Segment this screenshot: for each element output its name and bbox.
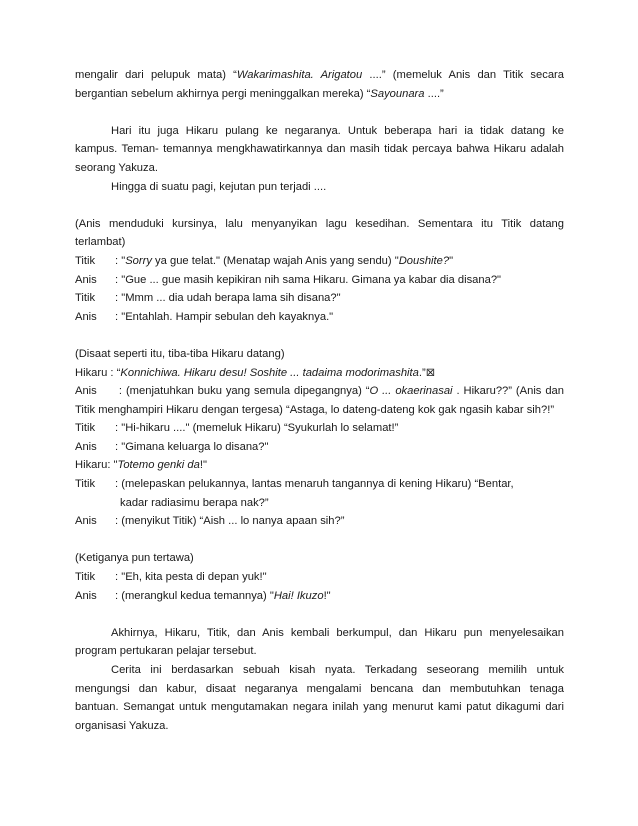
text: : "Entahlah. Hampir sebulan deh kayaknya." [115, 310, 334, 323]
text: bergantian sebelum akhirnya pergi meninggalkan mereka) “ [75, 87, 371, 100]
dialogue-line [75, 512, 564, 531]
stage-direction: terlambat) [75, 236, 126, 249]
stage-direction: (Disaat seperti itu, tiba-tiba Hikaru datang) [75, 347, 285, 360]
paragraph-line: Hari itu juga Hikaru pulang ke negaranya. Untuk beberapa hari ia tidak datang ke [111, 124, 564, 137]
dialogue-line [75, 419, 564, 438]
text: .”⊠ [418, 366, 436, 379]
paragraph-line: Akhirnya, Hikaru, Titik, dan Anis kembali berkumpul, dan Hikaru pun menyelesaikan [111, 626, 564, 639]
paragraph-line: mengungsi dan kabur, disaat negaranya mengalami bencana dan membutuhkan tenaga [75, 682, 564, 695]
dialogue-line [75, 364, 564, 383]
dialogue-line [75, 308, 564, 327]
paragraph-line: program pertukaran pelajar tersebut. [75, 645, 257, 658]
paragraph-line: kampus. Teman- temannya mengkhawatirkannya dan masih tidak percaya bahwa Hikaru adalah [75, 143, 564, 156]
italic-text: O ... okaerinasai [369, 385, 453, 398]
stage-direction: (Anis menduduki kursinya, lalu menyanyikan lagu kesedihan. Sementara itu Titik datang [75, 217, 564, 230]
text: ....” (memeluk Anis dan Titik secara [362, 69, 564, 81]
paragraph-line: bantuan. Semangat untuk mengutamakan negara inilah yang menurut kami patut dikagumi dari [75, 701, 564, 714]
dialogue-line [75, 456, 564, 475]
intro-line [75, 85, 564, 104]
text: : (menjatuhkan buku yang semula dipegangnya) “ [115, 385, 370, 398]
italic-text: Wakarimashita. Arigatou [236, 69, 363, 81]
speaker: Anis [75, 385, 97, 398]
italic-text: Sorry [125, 254, 152, 267]
paragraph-line: organisasi Yakuza. [75, 719, 169, 732]
text: mengalir dari pelupuk mata) “ [75, 69, 237, 81]
text: : (melepaskan pelukannya, lantas menaruh tangannya di kening Hikaru) “Bentar, [115, 478, 514, 491]
stage-direction: (Ketiganya pun tertawa) [75, 552, 194, 565]
dialogue-line: Titik menghampiri Hikaru dengan tergesa) “Astaga, lo dateng-dateng kok gak ngasih kabar sih?!” [75, 403, 555, 416]
speaker: Titik [75, 571, 96, 584]
speaker: Titik [75, 254, 96, 267]
dialogue-line [75, 252, 564, 271]
paragraph-line: Hingga di suatu pagi, kejutan pun terjadi .... [111, 180, 327, 193]
document-body [75, 66, 564, 735]
dialogue-line [75, 289, 564, 308]
speaker: Hikaru [75, 366, 108, 379]
text: : " [115, 254, 126, 267]
italic-text: Konnichiwa. Hikaru desu! Soshite ... tadaima modorimashita [120, 366, 419, 379]
speaker: Titik [75, 422, 96, 435]
intro-line [75, 66, 564, 85]
text: : "Hi-hikaru ...." (memeluk Hikaru) “Syukurlah lo selamat!” [115, 422, 399, 435]
text: !" [323, 589, 331, 602]
text: : "Gue ... gue masih kepikiran nih sama Hikaru. Gimana ya kabar dia disana?" [115, 273, 502, 286]
speaker: Anis [75, 310, 97, 323]
italic-text: Doushite? [398, 254, 450, 267]
paragraph-line: seorang Yakuza. [75, 161, 158, 174]
text: . Hikaru??” (Anis dan [452, 385, 564, 398]
dialogue-line [75, 271, 564, 290]
text: ya gue telat." (Menatap wajah Anis yang sendu) " [151, 254, 399, 267]
italic-text: Hai! Ikuzo [273, 589, 324, 602]
dialogue-line [75, 382, 564, 401]
text: : "Gimana keluarga lo disana?" [115, 440, 269, 453]
text: : (menyikut Titik) “Aish ... lo nanya apaan sih?” [115, 515, 345, 528]
text: " [449, 254, 454, 267]
paragraph-line: Cerita ini berdasarkan sebuah kisah nyata. Terkadang seseorang memilih untuk [111, 664, 564, 676]
speaker: Anis [75, 440, 97, 453]
dialogue-line [75, 587, 564, 606]
text: : (merangkul kedua temannya) " [115, 589, 274, 602]
speaker: Titik [75, 478, 96, 491]
text: !" [199, 459, 207, 472]
dialogue-line [75, 438, 564, 457]
text: : “ [107, 366, 121, 379]
speaker: Hikaru: " [75, 459, 118, 472]
text: : "Mmm ... dia udah berapa lama sih disana?" [115, 292, 341, 305]
text: : "Eh, kita pesta di depan yuk!" [115, 571, 267, 584]
italic-text: Totemo genki da [117, 459, 200, 472]
text: ....” [424, 87, 444, 100]
dialogue-line [75, 568, 564, 587]
speaker: Anis [75, 273, 97, 286]
speaker: Anis [75, 589, 97, 602]
italic-text: Sayounara [370, 87, 425, 100]
dialogue-line: kadar radiasimu berapa nak?” [120, 496, 269, 509]
speaker: Anis [75, 515, 97, 528]
speaker: Titik [75, 292, 96, 305]
dialogue-line [75, 475, 564, 494]
